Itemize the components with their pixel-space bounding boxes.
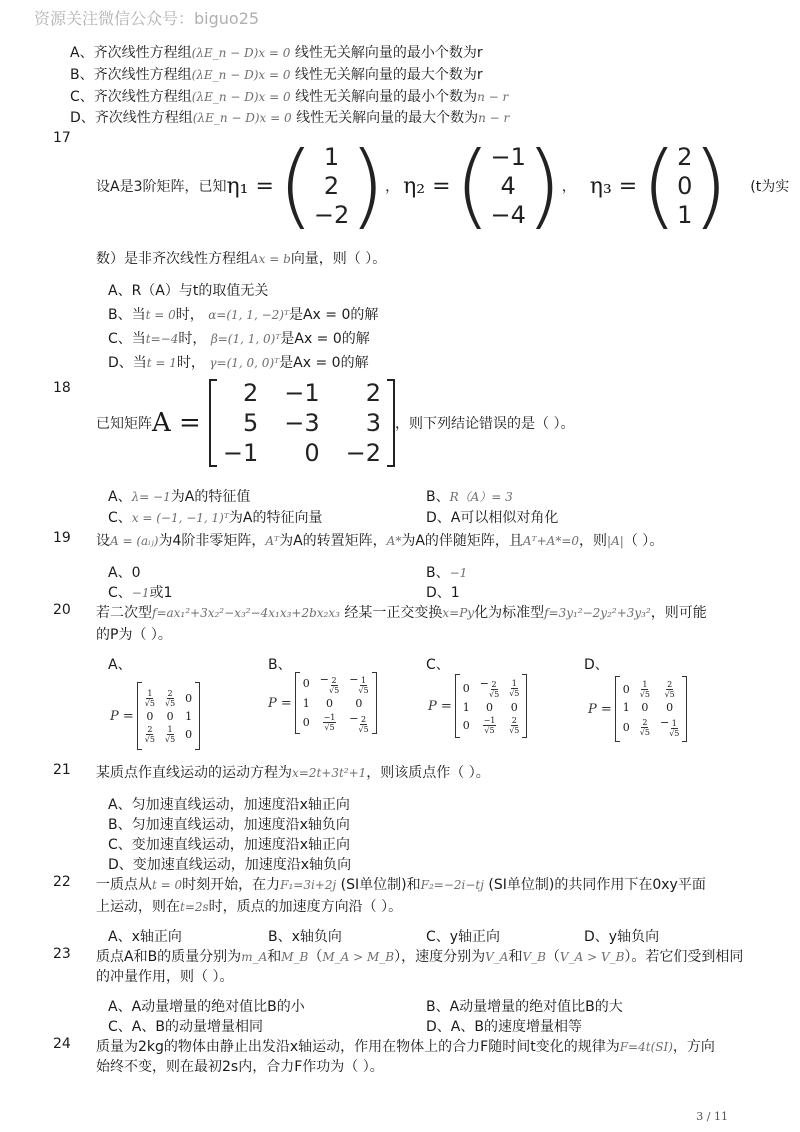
q20-stem: 若二次型f=ax₁²+3x₂²−x₃²−4x₁x₃+2bx₂x₃ 经某一正交变换x=Py化为标准型f=3y₁²−2y₂²+3y₃²，则可能 [96,605,707,621]
q20-option-a-label[interactable]: A、 [108,657,132,673]
page-number: 3 / 11 [696,1110,728,1123]
q22-option-d[interactable]: D、y轴负向 [584,929,660,945]
eta1-vector: ( 1 2 −2 ) [277,132,386,239]
question-number: 23 [53,946,71,962]
q23-option-c[interactable]: C、A、B的动量增量相同 [108,1019,263,1035]
q20-option-d-label[interactable]: D、 [584,657,609,673]
q24-stem: 质量为2kg的物体由静止出发沿x轴运动，作用在物体上的合力F随时间t变化的规律为F=4t(SI)，方向 [96,1039,715,1055]
q20-matrix-b: P = 0 − $\frac{2}{√5}$ − $\frac{1}{√5}$ 1 0 0 0 $\frac{-1}{√5}$ − $\frac{2}{√5}$ [268,672,377,734]
question-number: 18 [53,380,71,396]
q21-option-b[interactable]: B、匀加速直线运动，加速度沿x轴负向 [108,817,350,833]
eta3-vector: ( 2 0 1 ) [641,132,729,239]
q17-stem: 设A是3阶矩阵，已知 η₁ = ( 1 2 −2 ) ， η₂ = ( −1 4 −4 ) ， η₃ = ( 2 0 1 ) (t为实 [96,132,790,239]
q23-option-a[interactable]: A、A动量增量的绝对值比B的小 [108,999,305,1015]
q20-matrix-c: P = 0 − $\frac{2}{√5}$ $\frac{1}{√5}$ 1 0 0 0 $\frac{-1}{√5}$ $\frac{2}{√5}$ [428,674,527,738]
q19-option-d[interactable]: D、1 [426,585,460,601]
matrix-a-label: A = [152,408,201,438]
eta1-label: η₁ = [226,173,274,199]
q18-option-c[interactable]: C、x = (−1, −1, 1)ᵀ为A的特征向量 [108,510,323,526]
q23-stem: 质点A和B的质量分别为m_A和M_B（M_A > M_B），速度分别为V_A和V_B（V_A > V_B）。若它们受到相同 [96,949,744,965]
matrix-a: 2 −1 2 5 −3 3 −1 0 −2 [209,378,395,468]
q20-stem-line2: 的P为（ ）。 [96,627,172,643]
q24-stem-line2: 始终不变，则在最初2s内，合力F作功为（ ）。 [96,1059,384,1075]
question-number: 21 [53,762,71,778]
q22-option-c[interactable]: C、y轴正向 [426,929,501,945]
q23-option-d[interactable]: D、A、B的速度增量相等 [426,1019,582,1035]
eta3-label: η₃ = [589,173,638,199]
q20-option-b-label[interactable]: B、 [268,657,292,673]
q17-option-a[interactable]: A、R（A）与t的取值无关 [108,283,269,299]
q20-option-c-label[interactable]: C、 [426,657,450,673]
q19-option-a[interactable]: A、0 [108,565,141,581]
q22-stem-line2: 上运动，则在t=2s时，质点的加速度方向沿（ ）。 [96,899,403,915]
q21-stem: 某质点作直线运动的运动方程为x=2t+3t²+1，则该质点作（ ）。 [96,765,490,781]
q17-option-b[interactable]: B、当t = 0时， α=(1, 1, −2)ᵀ是Ax = 0的解 [108,307,379,323]
q17-option-c[interactable]: C、当t=−4时， β=(1, 1, 0)ᵀ是Ax = 0的解 [108,331,370,347]
q23-option-b[interactable]: B、A动量增量的绝对值比B的大 [426,999,623,1015]
q18-stem: 已知矩阵 A = 2 −1 2 5 −3 3 −1 0 −2 ，则下列结论错误的是（ ）。 [96,379,575,467]
q21-option-a[interactable]: A、匀加速直线运动，加速度沿x轴正向 [108,797,350,813]
q22-option-a[interactable]: A、x轴正向 [108,929,182,945]
q19-stem: 设A = (aᵢⱼ)为4阶非零矩阵，Aᵀ为A的转置矩阵，A*为A的伴随矩阵，且Aᵀ+A*=0，则|A|（ ）。 [96,533,664,549]
eta2-label: η₂ = [403,173,451,199]
eta2-vector: ( −1 4 −4 ) [454,132,562,239]
q22-stem: 一质点从t = 0时刻开始，在力F₁=3i+2j (SI单位制)和F₂=−2i−tj (SI单位制)的共同作用下在0xy平面 [96,877,706,893]
question-number: 24 [53,1036,71,1052]
q18-option-d[interactable]: D、A可以相似对角化 [426,510,559,526]
q16-option-a[interactable]: A、齐次线性方程组(λE_n − D)x = 0 线性无关解向量的最小个数为r [70,45,483,61]
q16-option-b[interactable]: B、齐次线性方程组(λE_n − D)x = 0 线性无关解向量的最大个数为r [70,67,483,83]
q18-option-a[interactable]: A、λ= −1为A的特征值 [108,489,251,505]
question-number: 22 [53,874,71,890]
question-number: 20 [53,602,71,618]
question-number: 17 [53,130,71,146]
q22-option-b[interactable]: B、x轴负向 [268,929,342,945]
q21-option-d[interactable]: D、变加速直线运动，加速度沿x轴负向 [108,857,352,873]
q20-matrix-d: P = 0 $\frac{1}{√5}$ $\frac{2}{√5}$ 1 0 0 0 $\frac{2}{√5}$ − $\frac{1}{√5}$ [588,676,687,742]
q19-option-b[interactable]: B、−1 [426,565,468,581]
q16-option-c[interactable]: C、齐次线性方程组(λE_n − D)x = 0 线性无关解向量的最小个数为n − r [70,89,509,105]
watermark: 资源关注微信公众号：biguo25 [34,9,260,28]
q23-stem-line2: 的冲量作用，则（ ）。 [96,969,234,985]
q21-option-c[interactable]: C、变加速直线运动，加速度沿x轴正向 [108,837,351,853]
question-number: 19 [53,530,71,546]
q20-matrix-a: P = $\frac{1}{√5}$ $\frac{2}{√5}$ 0 0 0 1 $\frac{2}{√5}$ $\frac{1}{√5}$ 0 [110,682,200,750]
q18-option-b[interactable]: B、R（A）= 3 [426,489,513,505]
q19-option-c[interactable]: C、−1或1 [108,585,173,601]
q16-option-d[interactable]: D、齐次线性方程组(λE_n − D)x = 0 线性无关解向量的最大个数为n − r [70,110,510,126]
q17-stem-line2: 数）是非齐次线性方程组Ax = b向量，则（ ）。 [96,251,387,267]
q17-option-d[interactable]: D、当t = 1时， γ=(1, 0, 0)ᵀ是Ax = 0的解 [108,355,369,371]
